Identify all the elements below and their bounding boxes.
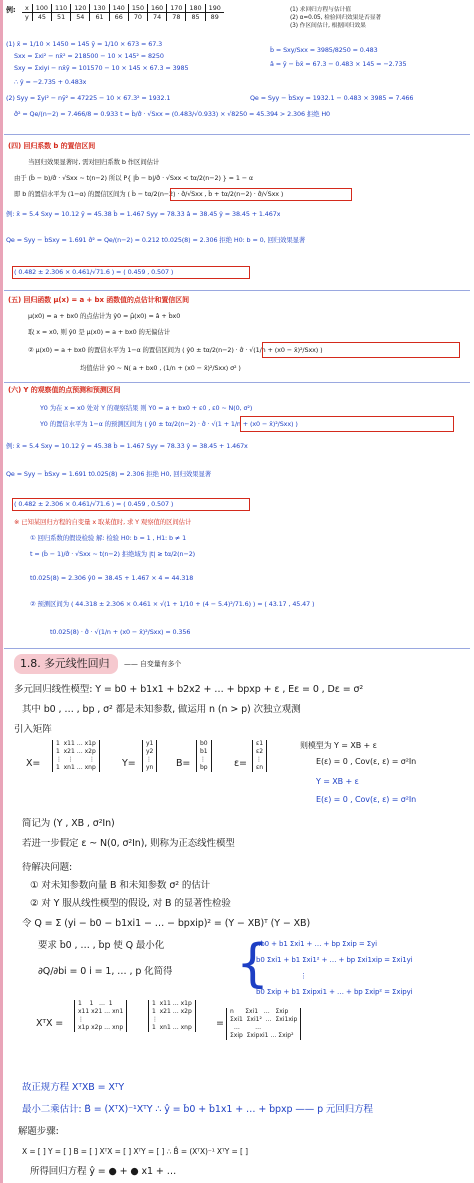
xtx-equals: = <box>216 1018 224 1029</box>
example-data-table <box>22 4 224 21</box>
part1-line: Sxy = Σxiyi − nx̄ȳ = 101570 − 10 × 145 × 67.3 = 3985 <box>14 64 189 72</box>
example-label: 例: <box>6 6 16 14</box>
table-cell: 130 <box>90 4 109 13</box>
section-line: 多元回归线性模型: Y = b0 + b1x1 + b2x2 + … + bpxp + ε , Eε = 0 , Dε = σ² <box>14 684 364 695</box>
table-cell: 180 <box>186 4 205 13</box>
normal-eq: b0 Σxi1 + b1 Σxi1² + … + bp Σxi1xip = Σxi1yi <box>256 956 413 964</box>
table-cell: 89 <box>205 13 224 22</box>
section-line: 令 Q = Σ (yi − b0 − b1xi1 − … − bpxip)² = (Y − XB)ᵀ (Y − XB) <box>22 918 311 929</box>
matrix-label-b: B= <box>176 758 191 769</box>
section-line: 例: x̄ = 5.4 Sxy = 10.12 ȳ = 45.38 b̂ = 1.467 Syy = 78.33 â = 38.45 ŷ = 38.45 + 1.467x <box>6 210 281 218</box>
part2-line: Qe = Syy − b̂Sxy = 1932.1 − 0.483 × 3985 = 7.466 <box>250 94 414 102</box>
table-cell: 78 <box>167 13 186 22</box>
section-line: 即 b 的置信水平为 (1−α) 的置信区间为 ( b̂ − tα/2(n−2) · σ̂/√Sxx , b̂ + tα/2(n−2) · σ̂/√Sxx ) <box>14 190 284 198</box>
normal-eq: nb0 + b1 Σxi1 + … + bp Σxip = Σyi <box>256 940 377 948</box>
table-cell: 45 <box>32 13 51 22</box>
final-line: 最小二乘估计: B̂ = (XᵀX)⁻¹XᵀY ∴ ŷ = b̂0 + b̂1x1 + … + b̂pxp —— p 元回归方程 <box>22 1104 373 1115</box>
section-note: ※ 已知某回归方程的自变量 x 取某值时, 求 Y 观察值的区间估计 <box>14 518 192 526</box>
section-title: (六) Y 的观察值的点预测和预测区间 <box>8 386 121 394</box>
section-line: ( 0.482 ± 2.306 × 0.461/√71.6 ) = ( 0.459 , 0.507 ) <box>14 268 174 276</box>
table-cell: 100 <box>32 4 51 13</box>
section-line: t0.025(8) = 2.306 ŷ0 = 38.45 + 1.467 × 4 = 44.318 <box>30 574 194 582</box>
matrix-x: 1 x11 … x1p 1 x21 … x2p ⋮ ⋮ ⋮ 1 xn1 … xnp <box>52 740 100 772</box>
divider <box>4 382 470 383</box>
final-line: 所得回归方程 ŷ = ● + ● x1 + … <box>30 1166 177 1177</box>
matrix-label-e: ε= <box>234 758 247 769</box>
question-2: (2) α=0.05, 检验回归效果是否显著 <box>290 15 382 21</box>
matrix-e: ε1 ε2 ⋮ εn <box>252 740 267 772</box>
model-line: Y = XB + ε <box>316 777 359 786</box>
section-subtitle: —— 自变量有多个 <box>124 660 182 668</box>
highlight-box <box>170 188 352 201</box>
table-cell: 110 <box>52 4 71 13</box>
part1-line: â = ȳ − b̂x̄ = 67.3 − 0.483 × 145 = −2.735 <box>270 60 407 68</box>
part2-line: (2) Syy = Σyi² − nȳ² = 47225 − 10 × 67.3² = 1932.1 <box>6 94 171 102</box>
normal-eq-brace: { <box>236 934 269 994</box>
section-line: ② 预测区间为 ( 44.318 ± 2.306 × 0.461 × √(1 + 1/10 + (4 − 5.4)²/71.6) ) = ( 43.17 , 45.47 ) <box>30 600 315 608</box>
highlight-box <box>262 342 460 358</box>
table-cell: 150 <box>128 4 147 13</box>
part1-line: Sxx = Σxi² − nx̄² = 218500 − 10 × 145² = 8250 <box>14 52 164 60</box>
section-line: Y0 的置信水平为 1−α 的预测区间为 ( ŷ0 ± tα/2(n−2) · σ̂ · √(1 + 1/n + (x0 − x̄)²/Sxx) ) <box>40 420 298 428</box>
model-line: 则模型为 Y = XB + ε <box>300 741 377 750</box>
xtx-matrix-1: 1 1 … 1 x11 x21 … xn1 ⋮ x1p x2p … xnp <box>74 1000 127 1032</box>
part1-line: b̂ = Sxy/Sxx = 3985/8250 = 0.483 <box>270 46 378 54</box>
section-line: Y0 为在 x = x0 处对 Y 的观察结果 则 Y0 = a + bx0 + ε0 , ε0 ~ N(0, σ²) <box>40 404 253 412</box>
xtx-result: n Σxi1 … Σxip Σxi1 Σxi1² … Σxi1xip … … Σxip Σxipxi1 … Σxip² <box>226 1008 301 1040</box>
table-cell: 160 <box>148 4 167 13</box>
divider <box>4 134 470 135</box>
matrix-b: b0 b1 ⋮ bp <box>196 740 212 772</box>
section-line: 若进一步假定 ε ~ N(0, σ²In), 则称为正态线性模型 <box>22 838 235 849</box>
section-line: Qe = Syy − b̂Sxy = 1.691 σ̂² = Qe/(n−2) = 0.212 t0.025(8) = 2.306 拒绝 H0: b = 0, 回归效果显著 <box>6 236 306 244</box>
highlight-box <box>12 266 250 279</box>
matrix-y: y1 y2 ⋮ yn <box>142 740 157 772</box>
divider <box>4 290 470 291</box>
section-title: (四) 回归系数 b 的置信区间 <box>8 142 96 150</box>
table-cell: 70 <box>128 13 147 22</box>
table-cell: 120 <box>71 4 90 13</box>
part2-line: σ̂² = Qe/(n−2) = 7.466/8 = 0.933 t = b̂/σ̂ · √Sxx = (0.483/√0.933) × √8250 = 45.394 > 2.306 拒绝 H0 <box>14 110 331 118</box>
section-line: ② μ(x0) = a + bx0 的置信水平为 1−α 的置信区间为 ( ŷ0 ± tα/2(n−2) · σ̂ · √(1/n + (x0 − x̄)²/Sxx) ) <box>28 346 323 354</box>
section-line: 引入矩阵 <box>14 724 52 735</box>
matrix-label-x: X= <box>26 758 41 769</box>
table-row <box>22 4 224 13</box>
part1-line: (1) x̄ = 1/10 × 1450 = 145 ȳ = 1/10 × 673 = 67.3 <box>6 40 163 48</box>
section-line: ① 回归系数的假设检验 解: 检验 H0: b = 1 , H1: b ≠ 1 <box>30 534 187 542</box>
section-line: 取 x = x0, 则 ŷ0 是 μ(x0) = a + bx0 的无偏估计 <box>28 328 170 336</box>
highlight-box <box>12 498 250 511</box>
section-line: ① 对未知参数向量 B 和未知参数 σ² 的估计 <box>30 880 211 891</box>
xtx-label: XᵀX = <box>36 1018 64 1029</box>
final-line: 解题步骤: <box>18 1126 59 1137</box>
section-line: 要求 b̂0 , … , b̂p 使 Q 最小化 <box>38 940 165 951</box>
section-line: 当回归效果显著时, 需对回归系数 b 作区间估计 <box>28 158 160 166</box>
normal-eq: b0 Σxip + b1 Σxipxi1 + … + bp Σxip² = Σxipyi <box>256 988 413 996</box>
table-cell: y <box>25 13 29 21</box>
table-cell: 74 <box>148 13 167 22</box>
model-line: E(ε) = 0 , Cov(ε, ε) = σ²In <box>316 757 417 766</box>
section-line: 由于 (b̂ − b)/σ̂ · √Sxx ~ t(n−2) 所以 P{ |b̂ − b|/σ̂ · √Sxx < tα/2(n−2) } = 1 − α <box>14 174 254 182</box>
section-line: 待解决问题: <box>22 862 73 873</box>
table-cell: x <box>22 4 32 13</box>
section-line: ∂Q/∂bi = 0 i = 1, … , p 化简得 <box>38 966 173 977</box>
table-cell: 54 <box>71 13 90 22</box>
section-line: 简记为 (Y , XB , σ²In) <box>22 818 115 829</box>
section-line: ( 0.482 ± 2.306 × 0.461/√71.6 ) = ( 0.459 , 0.507 ) <box>14 500 174 508</box>
section-line: Qe = Syy − b̂Sxy = 1.691 t0.025(8) = 2.306 拒绝 H0, 回归效果显著 <box>6 470 212 478</box>
highlight-box <box>240 416 454 432</box>
table-cell: 85 <box>186 13 205 22</box>
margin-stripe <box>0 0 3 1183</box>
section-line: t = (b̂ − 1)/σ̂ · √Sxx ~ t(n−2) 拒绝域为 |t| ≥ tα/2(n−2) <box>30 550 196 558</box>
section-line: μ(x0) = a + bx0 的点估计为 ŷ0 = μ̂(x0) = â + b̂x0 <box>28 312 181 320</box>
question-1: (1) 求回归方程与估计值 <box>290 7 351 13</box>
final-line: 故正规方程 XᵀXB = XᵀY <box>22 1082 125 1093</box>
table-row <box>22 13 224 22</box>
table-cell: 190 <box>205 4 224 13</box>
part1-line: ∴ ŷ = −2.735 + 0.483x <box>14 78 87 86</box>
table-cell: 51 <box>52 13 71 22</box>
divider <box>4 648 470 649</box>
table-cell: 170 <box>167 4 186 13</box>
section-line: t0.025(8) · σ̂ · √(1/n + (x0 − x̄)²/Sxx) = 0.356 <box>50 628 191 636</box>
normal-eq: ⋮ <box>300 972 307 980</box>
matrix-label-y: Y= <box>122 758 136 769</box>
xtx-matrix-2: 1 x11 … x1p 1 x21 … x2p ⋮ 1 xn1 … xnp <box>148 1000 196 1032</box>
table-cell: 61 <box>90 13 109 22</box>
section-line: ② 对 Y 服从线性模型的假设, 对 B 的显著性检验 <box>30 898 231 909</box>
model-line: E(ε) = 0 , Cov(ε, ε) = σ²In <box>316 795 417 804</box>
section-line: 均值估计 ŷ0 ~ N( a + bx0 , (1/n + (x0 − x̄)²/Sxx) σ² ) <box>80 364 241 372</box>
section-line: 其中 b0 , … , bp , σ² 都是未知参数, 做运用 n (n > p) 次独立观测 <box>22 704 301 715</box>
table-cell: 140 <box>109 4 128 13</box>
table-cell: 66 <box>109 13 128 22</box>
final-line: X = [ ] Y = [ ] B = [ ] XᵀX = [ ] XᵀY = [ ] ∴ B̂ = (XᵀX)⁻¹ XᵀY = [ ] <box>22 1147 248 1156</box>
section-title: (五) 回归函数 μ(x) = a + bx 函数值的点估计和置信区间 <box>8 296 190 304</box>
question-3: (3) 作区间估计, 根据回归效果 <box>290 23 366 29</box>
section-line: 例: x̄ = 5.4 Sxy = 10.12 ȳ = 45.38 b̂ = 1.467 Syy = 78.33 ŷ = 38.45 + 1.467x <box>6 442 248 450</box>
section-number: 1.8. 多元线性回归 <box>20 657 110 670</box>
